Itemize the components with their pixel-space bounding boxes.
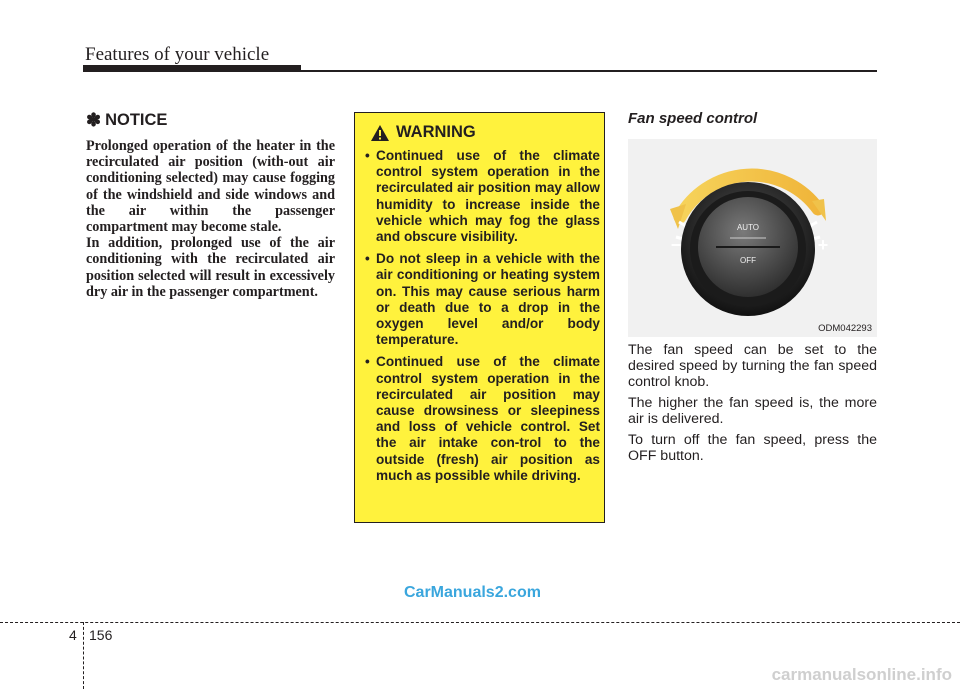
fan-speed-section	[628, 110, 877, 464]
bullet-icon: •	[365, 251, 370, 267]
fan-minus-label: −	[670, 235, 682, 255]
bullet-icon: •	[365, 354, 370, 370]
fan-paragraph-3: To turn off the fan speed, press the OFF button.	[628, 432, 877, 464]
bullet-icon: •	[365, 148, 370, 163]
figure-caption: ODM042293	[818, 323, 872, 334]
fan-speed-title: Fan speed control	[628, 110, 758, 127]
notice-section	[86, 110, 335, 300]
footer-rule	[0, 622, 960, 623]
fan-knob-figure	[628, 139, 877, 337]
warning-item: • Continued use of the climate control system operation in the recirculated air position may cause drowsiness or sleepiness and loss of vehicle control. Set the air intake con-trol to the outside (fresh) air position as much as possible while driving.	[365, 354, 600, 483]
fan-paragraph-1: The fan speed can be set to the desired speed by turning the fan speed control knob.	[628, 342, 877, 390]
page-number: 156	[89, 627, 113, 643]
auto-button[interactable]: AUTO	[736, 223, 760, 232]
bottom-site-watermark: carmanualsonline.info	[771, 665, 952, 684]
notice-heading-label: NOTICE	[105, 111, 168, 129]
notice-paragraph-1: Prolonged operation of the heater in the recirculated air position (with-out air conditioning selected) may cause fogging of the windshield and side windows and the air within the passenger compartment may become stale.	[86, 138, 335, 236]
site-watermark[interactable]: CarManuals2.com	[404, 584, 541, 601]
notice-heading	[86, 110, 335, 131]
warning-list	[365, 148, 600, 490]
notice-star-icon: ✽	[86, 110, 102, 130]
chapter-number: 4	[69, 627, 77, 643]
warning-heading-label: WARNING	[396, 123, 476, 141]
footer-divider	[83, 622, 84, 689]
fan-plus-label: +	[817, 235, 829, 255]
warning-item: • Continued use of the climate control system operation in the recirculated air position may allow humidity to increase inside the vehicle which may fog the glass and obscure visibility.	[365, 148, 600, 245]
header-rule	[300, 70, 877, 72]
notice-paragraph-2: In addition, prolonged use of the air conditioning with the recirculated air position selected will result in excessively dry air in the passenger compartment.	[86, 235, 335, 300]
warning-item: • Do not sleep in a vehicle with the air conditioning or heating system on. This may cause serious harm or death due to a drop in the oxygen level and/or body temperature.	[365, 251, 600, 348]
warning-heading	[371, 123, 476, 142]
header-bar	[83, 65, 301, 72]
warning-box	[354, 112, 605, 523]
fan-knob-illustration	[628, 139, 877, 337]
fan-speed-text	[628, 342, 877, 469]
page-header-title: Features of your vehicle	[85, 44, 270, 65]
fan-paragraph-2: The higher the fan speed is, the more air is delivered.	[628, 395, 877, 427]
warning-triangle-icon	[371, 125, 389, 141]
off-button[interactable]: OFF	[740, 256, 756, 265]
